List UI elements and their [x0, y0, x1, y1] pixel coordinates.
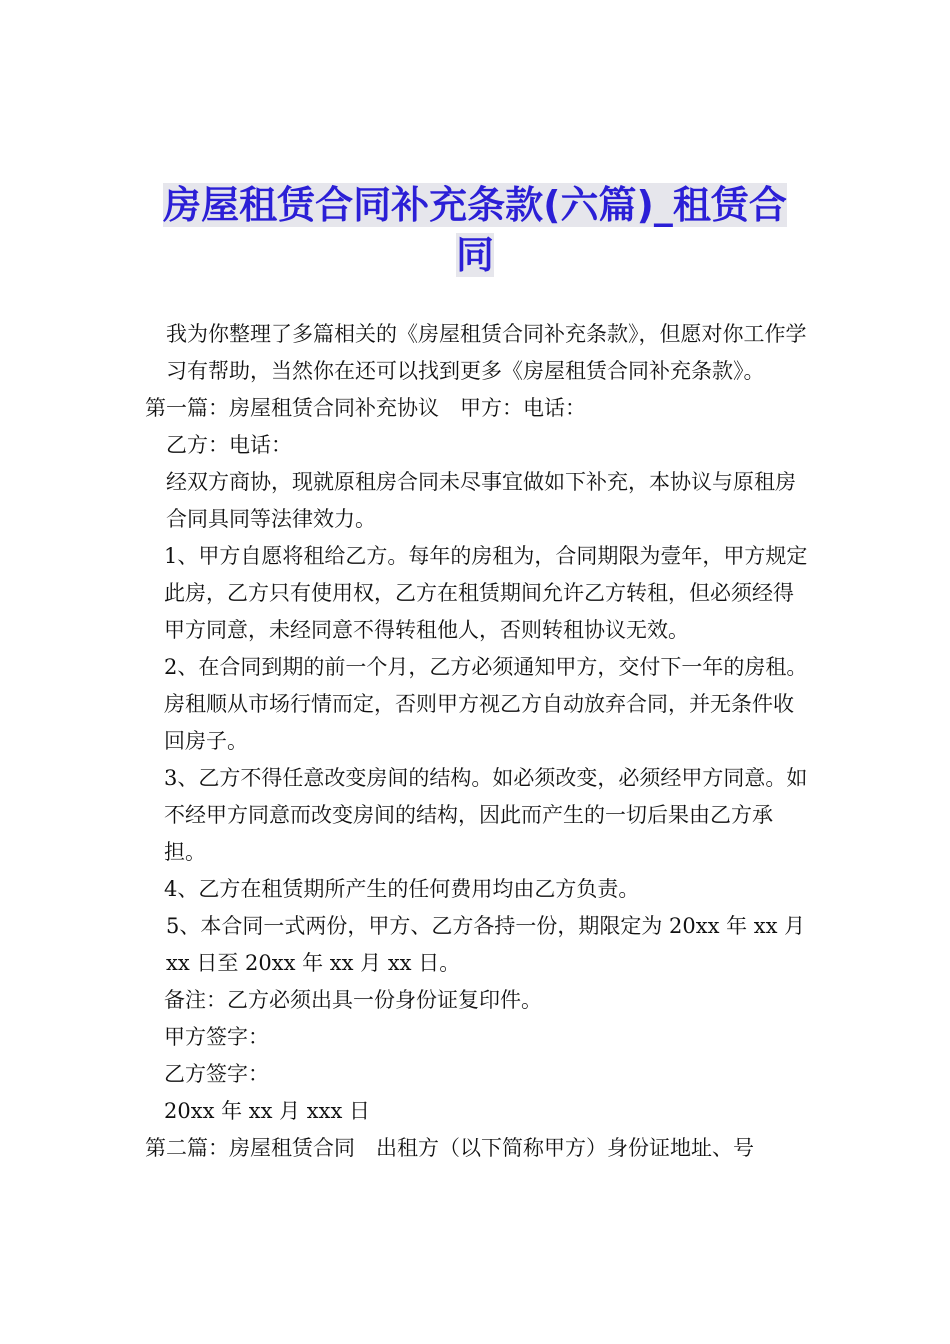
party-b-line: 乙方：电话： [166, 433, 292, 457]
party-a-signature: 甲方签字： [164, 1025, 269, 1049]
clause-2: 2、在合同到期的前一个月，乙方必须通知甲方，交付下一年的房租。房租顺从市场行情而定，否则甲方视乙方自动放弃合同，并无条件收回房子。 [164, 655, 808, 753]
agreement-paragraph: 经双方商协，现就原租房合同未尽事宜做如下补充，本协议与原租房合同具同等法律效力。 [166, 470, 796, 531]
section-one-heading: 第一篇：房屋租赁合同补充协议 甲方：电话： [145, 396, 586, 420]
clause-5: 5、本合同一式两份，甲方、乙方各持一份，期限定为 20xx 年 xx 月 xx 日至 20xx 年 xx 月 xx 日。 [166, 914, 812, 975]
document-title-text: 房屋租赁合同补充条款(六篇)_租赁合同 [163, 183, 787, 277]
section-two-heading: 第二篇：房屋租赁合同 出租方（以下简称甲方）身份证地址、号 [145, 1136, 754, 1160]
clause-4: 4、乙方在租赁期所产生的任何费用均由乙方负责。 [164, 877, 640, 901]
signing-date: 20xx 年 xx 月 xxx 日 [164, 1099, 371, 1123]
party-b-signature: 乙方签字： [164, 1062, 269, 1086]
clause-1: 1、甲方自愿将租给乙方。每年的房租为，合同期限为壹年，甲方规定此房，乙方只有使用权，乙方在租赁期间允许乙方转租，但必须经得甲方同意，未经同意不得转租他人，否则转租协议无效。 [164, 544, 808, 642]
clause-3: 3、乙方不得任意改变房间的结构。如必须改变，必须经甲方同意。如不经甲方同意而改变房间的结构，因此而产生的一切后果由乙方承担。 [164, 766, 808, 864]
remark-line: 备注：乙方必须出具一份身份证复印件。 [164, 988, 542, 1012]
document-title [145, 180, 805, 280]
document-body [145, 316, 810, 1167]
intro-paragraph: 我为你整理了多篇相关的《房屋租赁合同补充条款》，但愿对你工作学习有帮助，当然你在还可以找到更多《房屋租赁合同补充条款》。 [166, 322, 807, 383]
